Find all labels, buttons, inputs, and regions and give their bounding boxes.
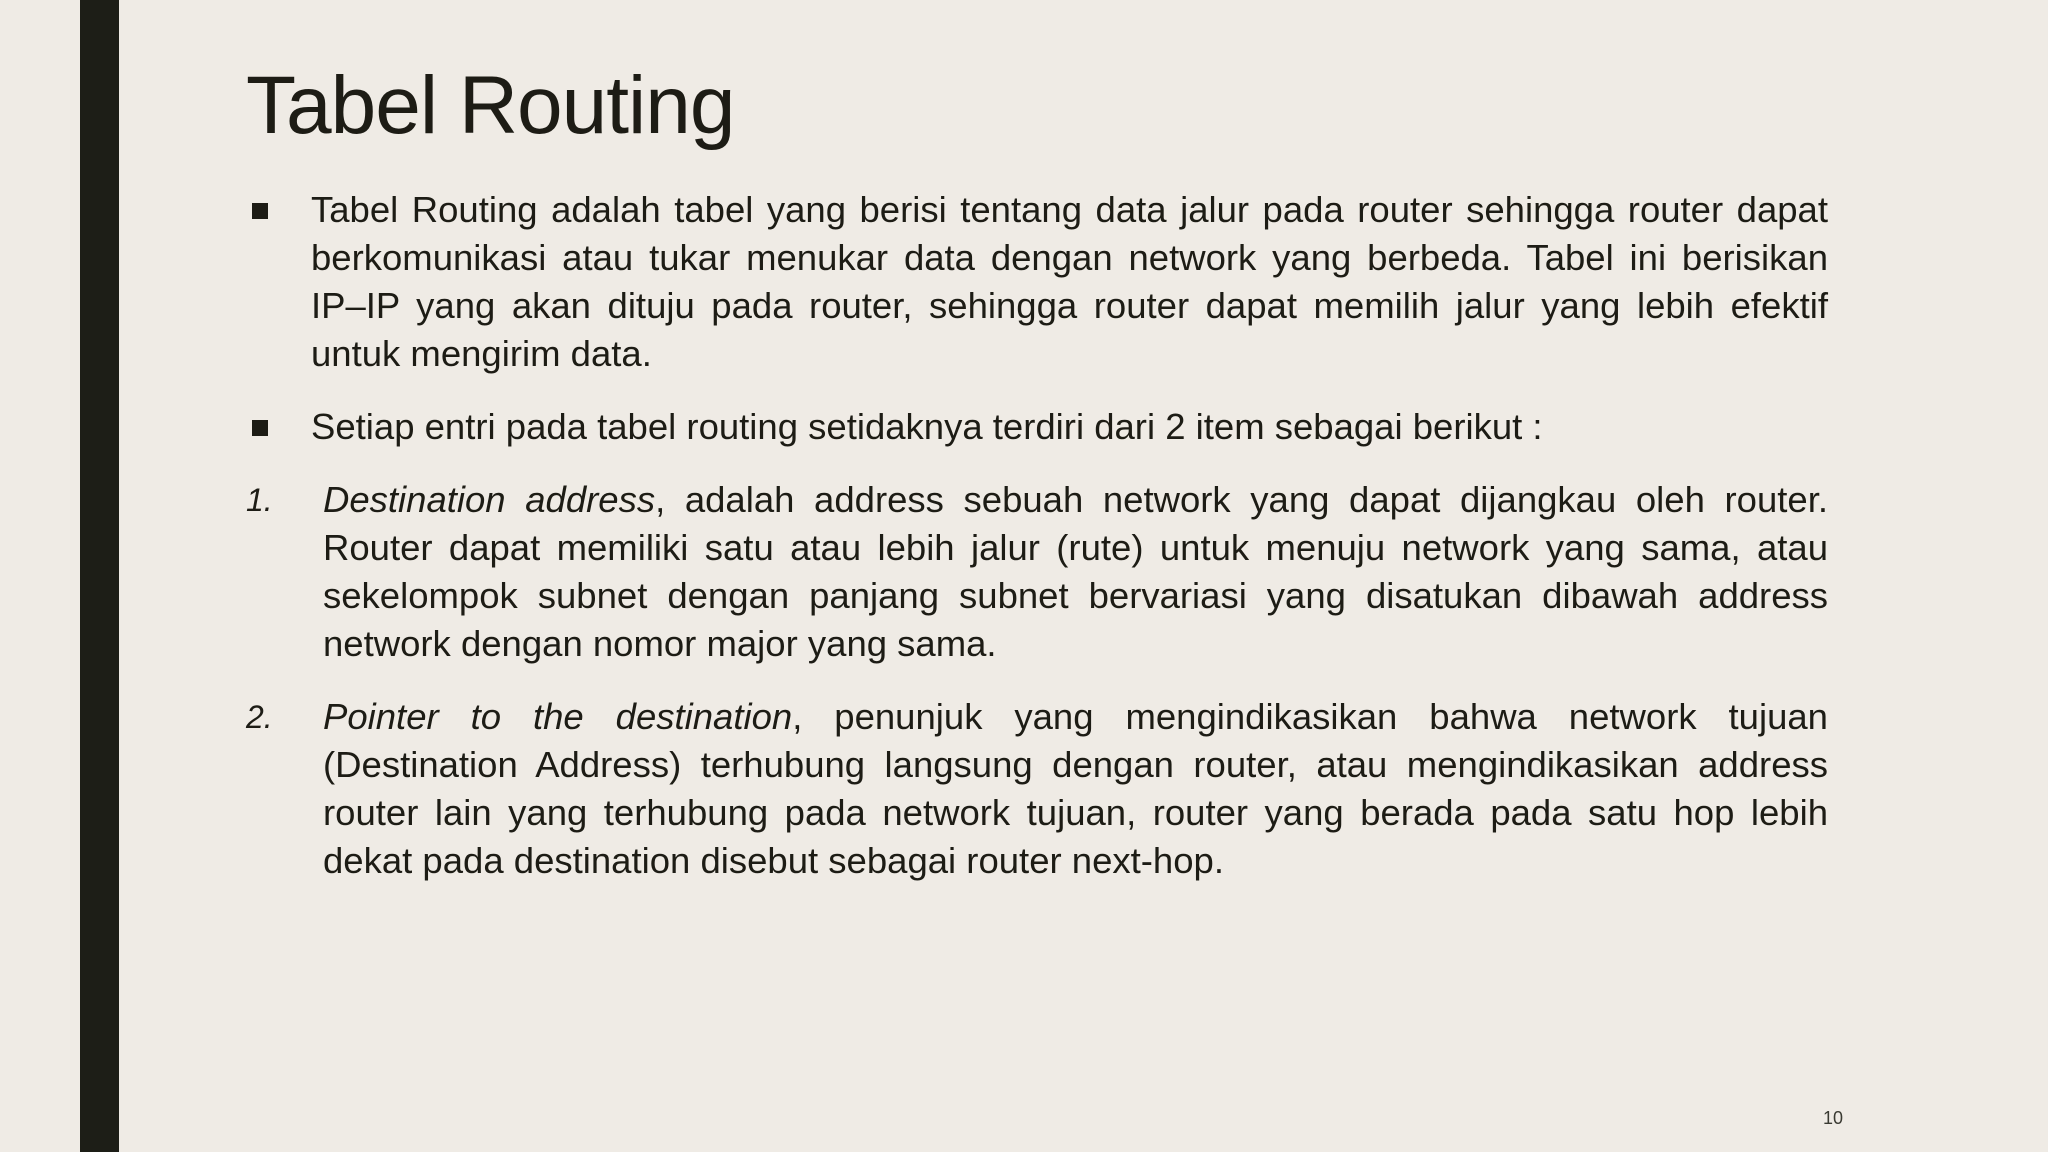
numbered-text <box>323 476 1828 668</box>
term-label: Destination address <box>323 479 656 520</box>
slide-body <box>246 186 1828 910</box>
square-bullet-icon <box>252 203 268 219</box>
term-description: , adalah address sebuah network yang dapat dijangkau oleh router. Router dapat memiliki satu atau lebih jalur (rute) untuk menuju network yang sama, atau sekelompok subnet dengan panjang subnet bervariasi yang disatukan dibawah address network dengan nomor major yang sama. <box>323 479 1828 664</box>
numbered-item-destination-address <box>246 476 1828 668</box>
page-number: 10 <box>1822 1108 1843 1128</box>
slide-title: Tabel Routing <box>246 60 735 151</box>
accent-side-bar <box>80 0 119 1152</box>
bullet-text: Tabel Routing adalah tabel yang berisi tentang data jalur pada router sehingga router dapat berkomunikasi atau tukar menukar data dengan network yang berbeda. Tabel ini berisikan IP–IP yang akan dituju pada router, sehingga router dapat memilih jalur yang lebih efektif untuk mengirim data. <box>311 189 1828 374</box>
bullet-item-entries <box>246 403 1828 451</box>
numbered-item-pointer <box>246 693 1828 885</box>
numbered-text <box>323 693 1828 885</box>
term-description: , penunjuk yang mengindikasikan bahwa network tujuan (Destination Address) terhubung langsung dengan router, atau mengindikasikan address router lain yang terhubung pada network tujuan, router yang berada pada satu hop lebih dekat pada destination disebut sebagai router next-hop. <box>323 696 1828 881</box>
square-bullet-icon <box>252 420 268 436</box>
bullet-item-definition <box>246 186 1828 378</box>
list-number: 1. <box>246 482 273 518</box>
list-number: 2. <box>246 699 273 735</box>
term-label: Pointer to the destination <box>323 696 793 737</box>
bullet-text: Setiap entri pada tabel routing setidaknya terdiri dari 2 item sebagai berikut : <box>311 406 1543 447</box>
